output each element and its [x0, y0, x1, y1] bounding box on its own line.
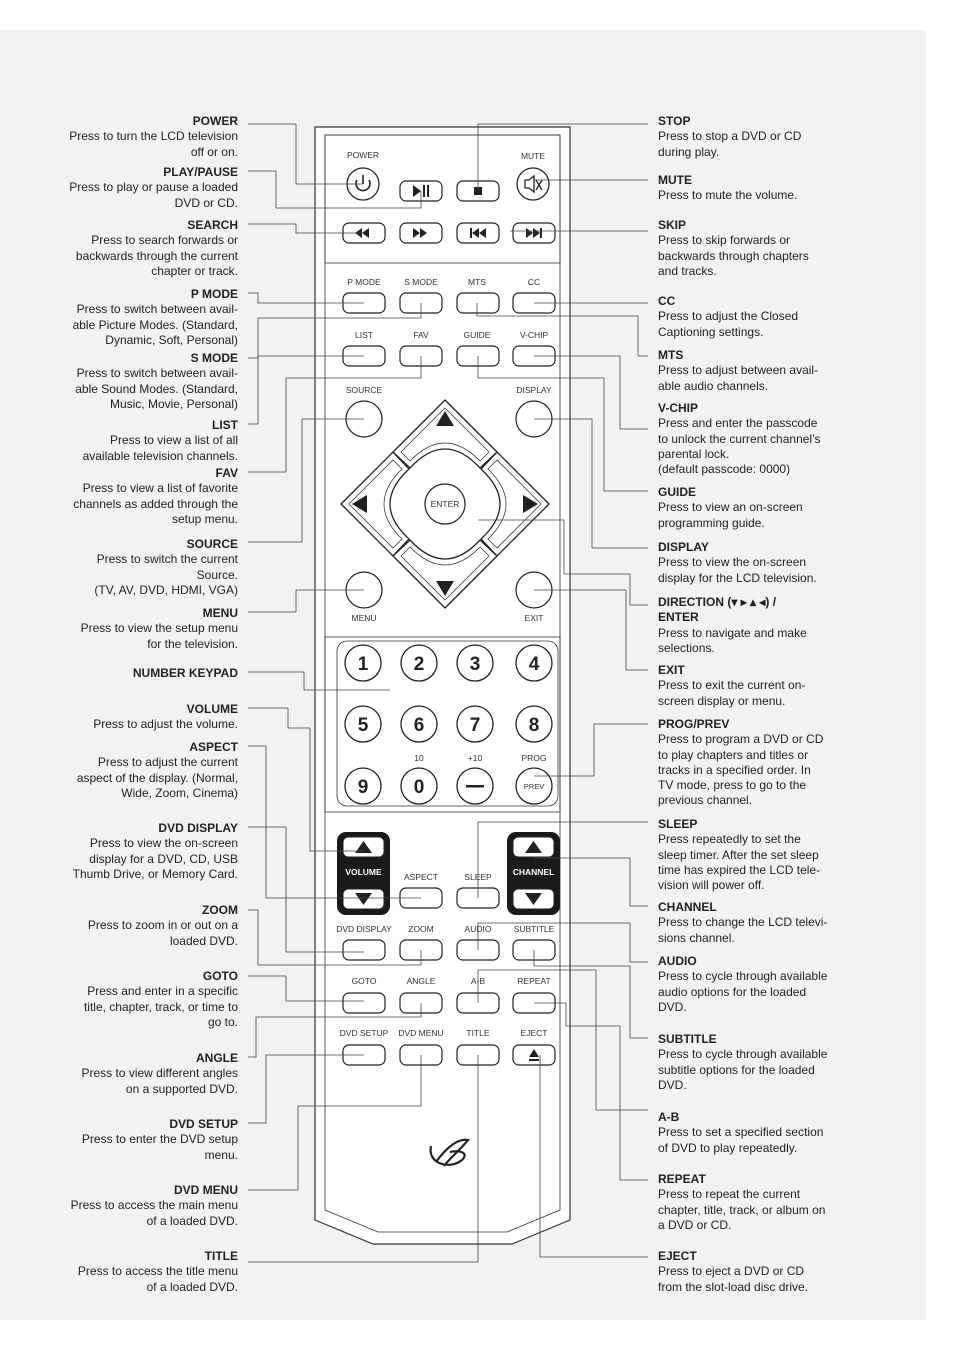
label-stop-title: STOP — [658, 114, 691, 128]
label-aspect-title: ASPECT — [189, 740, 238, 754]
label-mute-title: MUTE — [658, 173, 692, 187]
label-audio — [658, 954, 853, 1015]
label-play-pause-title: PLAY/PAUSE — [163, 165, 238, 179]
goto-button[interactable] — [343, 993, 385, 1013]
prog-label: PROG — [521, 753, 547, 763]
label-guide — [658, 485, 853, 531]
goto-key-label: GOTO — [351, 976, 377, 986]
menu-key-label: MENU — [351, 613, 377, 623]
key-7-label: 7 — [469, 715, 481, 736]
label-a-b-desc: Press to set a specified section of DVD to play repeatedly. — [658, 1125, 824, 1155]
power-key-label: POWER — [346, 150, 380, 160]
label-s-mode-desc: Press to switch between avail- able Sound Modes. (Standard, Music, Movie, Personal) — [75, 366, 238, 411]
label-s-mode — [0, 351, 238, 412]
label-skip-title: SKIP — [658, 218, 687, 232]
label-list — [0, 418, 238, 464]
mute-button[interactable] — [517, 168, 549, 200]
label-cc-desc: Press to adjust the Closed Captioning settings. — [658, 309, 799, 339]
key-8-label: 8 — [528, 715, 540, 736]
label-s-mode-title: S MODE — [190, 351, 238, 365]
label-stop-desc: Press to stop a DVD or CD during play. — [658, 129, 802, 159]
label-channel-title: CHANNEL — [658, 900, 717, 914]
label-dvd-display — [0, 821, 238, 882]
label-dvd-setup-desc: Press to enter the DVD setup menu. — [81, 1132, 238, 1162]
source-key-label: SOURCE — [345, 385, 383, 395]
label-guide-title: GUIDE — [658, 485, 697, 499]
prev-key-label: PREV — [523, 782, 545, 791]
label-power-title: POWER — [192, 114, 238, 128]
label-a-b — [658, 1110, 853, 1156]
label-volume-desc: Press to adjust the volume. — [93, 717, 238, 732]
label-display-title: DISPLAY — [658, 540, 709, 554]
key-5-label: 5 — [357, 715, 369, 736]
label-v-chip — [658, 401, 853, 477]
label-prog-prev-desc: Press to program a DVD or CD to play chapters and titles or tracks in a specified order. In TV mode, press to go to the previous channel. — [658, 732, 824, 808]
label-v-chip-title: V-CHIP — [658, 401, 699, 415]
sleep-key-label: SLEEP — [464, 872, 492, 882]
label-prog-prev — [658, 717, 853, 809]
mute-key-label: MUTE — [520, 151, 546, 161]
label-guide-desc: Press to view an on-screen programming guide. — [658, 500, 803, 530]
volume-label: VOLUME — [345, 867, 382, 877]
label-angle — [0, 1051, 238, 1097]
guide-key-label: GUIDE — [463, 330, 491, 340]
label-eject — [658, 1249, 853, 1295]
label-cc — [658, 294, 853, 340]
key-3-label: 3 — [469, 654, 481, 675]
label-fav-title: FAV — [215, 466, 238, 480]
list-key-label: LIST — [355, 330, 373, 340]
label-zoom-desc: Press to zoom in or out on a loaded DVD. — [87, 918, 238, 948]
label-subtitle-title: SUBTITLE — [658, 1032, 717, 1046]
label-repeat-title: REPEAT — [658, 1172, 706, 1186]
label-menu-title: MENU — [202, 606, 238, 620]
label-exit-title: EXIT — [658, 663, 685, 677]
label-direction-enter-title: DIRECTION (▾ ▸ ▴ ◂) / ENTER — [658, 595, 777, 625]
label-repeat-desc: Press to repeat the current chapter, title, track, or album on a DVD or CD. — [658, 1187, 826, 1232]
label-sleep-desc: Press repeatedly to set the sleep timer. After the set sleep time has expired the LCD tele- vision will power off. — [658, 832, 821, 893]
label-goto-title: GOTO — [202, 969, 238, 983]
label-dvd-setup-title: DVD SETUP — [169, 1117, 238, 1131]
label-goto — [0, 969, 238, 1030]
exit-key-label: EXIT — [524, 613, 544, 623]
label-a-b-title: A-B — [658, 1110, 680, 1124]
plus-ten-label: +10 — [467, 753, 483, 763]
ab-key-label: A-B — [470, 976, 486, 986]
label-source-title: SOURCE — [186, 537, 238, 551]
label-menu-desc: Press to view the setup menu for the television. — [80, 621, 238, 651]
label-p-mode-desc: Press to switch between avail- able Picture Modes. (Standard, Dynamic, Soft, Personal) — [72, 302, 238, 347]
label-goto-desc: Press and enter in a specific title, chapter, track, or time to go to. — [83, 984, 238, 1029]
subtitle-key-label: SUBTITLE — [513, 924, 555, 934]
fav-key-label: FAV — [413, 330, 429, 340]
label-subtitle-desc: Press to cycle through available subtitle options for the loaded DVD. — [658, 1047, 828, 1092]
label-dvd-display-title: DVD DISPLAY — [158, 821, 238, 835]
eject-key-label: EJECT — [520, 1028, 548, 1038]
label-volume — [0, 702, 238, 733]
key-1-label: 1 — [357, 654, 369, 675]
key-6-label: 6 — [413, 715, 425, 736]
label-fav-desc: Press to view a list of favorite channels as added through the setup menu. — [73, 481, 238, 526]
label-mute-desc: Press to mute the volume. — [658, 188, 798, 203]
angle-key-label: ANGLE — [406, 976, 436, 986]
dash-icon — [466, 785, 484, 788]
audio-key-label: AUDIO — [464, 924, 492, 934]
dvd-menu-key-label: DVD MENU — [398, 1028, 444, 1038]
label-number-keypad — [0, 666, 238, 681]
label-power — [0, 114, 238, 160]
dvd-setup-key-label: DVD SETUP — [339, 1028, 389, 1038]
label-eject-title: EJECT — [658, 1249, 697, 1263]
label-list-title: LIST — [212, 418, 238, 432]
label-list-desc: Press to view a list of all available television channels. — [82, 433, 238, 463]
label-direction-enter-desc: Press to navigate and make selections. — [658, 625, 807, 655]
label-sleep — [658, 817, 853, 893]
label-power-desc: Press to turn the LCD television off or on. — [69, 129, 238, 159]
label-search — [0, 218, 238, 279]
label-mute — [658, 173, 853, 204]
label-title-title: TITLE — [204, 1249, 238, 1263]
label-cc-title: CC — [658, 294, 676, 308]
dvd-display-key-label: DVD DISPLAY — [336, 924, 392, 934]
label-repeat — [658, 1172, 853, 1233]
label-direction-enter — [658, 595, 853, 656]
label-display-desc: Press to view the on-screen display for the LCD television. — [658, 555, 817, 585]
label-exit — [658, 663, 853, 709]
label-mts — [658, 348, 853, 394]
repeat-key-label: REPEAT — [517, 976, 551, 986]
label-zoom-title: ZOOM — [202, 903, 238, 917]
label-display — [658, 540, 853, 586]
label-fav — [0, 466, 238, 527]
label-prog-prev-title: PROG/PREV — [658, 717, 730, 731]
label-dvd-display-desc: Press to view the on-screen display for a DVD, CD, USB Thumb Drive, or Memory Card. — [72, 836, 238, 881]
ten-label: 10 — [414, 753, 424, 763]
label-title — [0, 1249, 238, 1295]
label-zoom — [0, 903, 238, 949]
s-mode-key-label: S MODE — [404, 277, 438, 287]
label-audio-desc: Press to cycle through available audio options for the loaded DVD. — [658, 969, 828, 1014]
label-dvd-menu-desc: Press to access the main menu of a loaded DVD. — [70, 1198, 238, 1228]
label-dvd-setup — [0, 1117, 238, 1163]
label-source-desc: Press to switch the current Source. (TV, AV, DVD, HDMI, VGA) — [94, 552, 238, 597]
label-volume-title: VOLUME — [186, 702, 238, 716]
label-skip-desc: Press to skip forwards or backwards through chapters and tracks. — [658, 233, 809, 278]
title-key-label: TITLE — [466, 1028, 490, 1038]
label-number-keypad-title: NUMBER KEYPAD — [132, 666, 238, 680]
label-sleep-title: SLEEP — [658, 817, 698, 831]
label-search-title: SEARCH — [187, 218, 238, 232]
label-angle-desc: Press to view different angles on a supported DVD. — [81, 1066, 238, 1096]
key-2-label: 2 — [413, 654, 425, 675]
label-play-pause-desc: Press to play or pause a loaded DVD or CD. — [69, 180, 238, 210]
aspect-key-label: ASPECT — [403, 872, 439, 882]
key-4-label: 4 — [528, 654, 540, 675]
label-menu — [0, 606, 238, 652]
display-key-label: DISPLAY — [516, 385, 552, 395]
key-9-label: 9 — [357, 777, 369, 798]
mts-key-label: MTS — [468, 277, 486, 287]
label-source — [0, 537, 238, 598]
label-mts-title: MTS — [658, 348, 684, 362]
label-play-pause — [0, 165, 238, 211]
label-title-desc: Press to access the title menu of a loaded DVD. — [77, 1264, 238, 1294]
cc-key-label: CC — [527, 277, 541, 287]
label-subtitle — [658, 1032, 853, 1093]
label-search-desc: Press to search forwards or backwards through the current chapter or track. — [75, 233, 238, 278]
zoom-key-label: ZOOM — [408, 924, 434, 934]
label-v-chip-desc: Press and enter the passcode to unlock the current channel’s parental lock. (default passcode: 0000) — [658, 416, 821, 477]
label-skip — [658, 218, 853, 279]
channel-label: CHANNEL — [512, 867, 555, 877]
label-aspect-desc: Press to adjust the current aspect of the display. (Normal, Wide, Zoom, Cinema) — [76, 755, 238, 800]
dvd-display-button[interactable] — [343, 940, 385, 960]
label-dvd-menu — [0, 1183, 238, 1229]
label-stop — [658, 114, 853, 160]
label-aspect — [0, 740, 238, 801]
p-mode-key-label: P MODE — [347, 277, 381, 287]
mts-button[interactable] — [457, 293, 499, 313]
label-exit-desc: Press to exit the current on- screen display or menu. — [658, 678, 806, 708]
enter-key-label: ENTER — [430, 499, 460, 509]
label-eject-desc: Press to eject a DVD or CD from the slot-load disc drive. — [658, 1264, 809, 1294]
label-p-mode-title: P MODE — [190, 287, 238, 301]
label-mts-desc: Press to adjust between avail- able audio channels. — [658, 363, 819, 393]
label-dvd-menu-title: DVD MENU — [173, 1183, 238, 1197]
label-angle-title: ANGLE — [196, 1051, 238, 1065]
label-channel — [658, 900, 853, 946]
label-channel-desc: Press to change the LCD televi- sions channel. — [658, 915, 828, 945]
label-p-mode — [0, 287, 238, 348]
label-audio-title: AUDIO — [658, 954, 697, 968]
key-0-label: 0 — [413, 777, 425, 798]
v-chip-key-label: V-CHIP — [519, 330, 549, 340]
